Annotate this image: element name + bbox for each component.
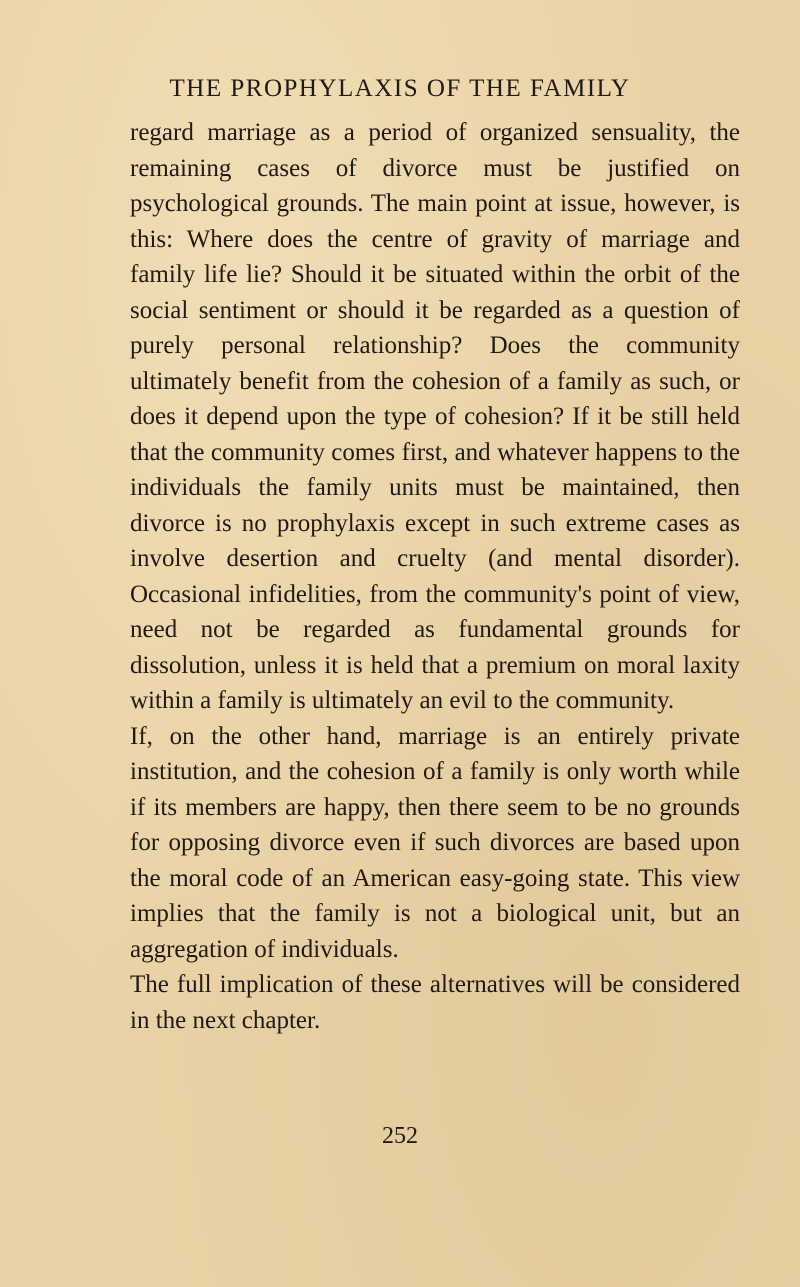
paragraph: If, on the other hand, marriage is an entirely private institution, and the cohesion of a family is only worth while if its members are happy, then there seem to be no grounds for opposing divorce even if such divorces are based upon the moral code of an American easy-going state. This view implies that the family is not a biological unit, but an aggregation of individuals. xyxy=(130,722,740,963)
body-text xyxy=(130,115,740,1038)
paragraph: The full implication of these alternatives will be considered in the next chapter. xyxy=(130,971,740,1034)
page-number: 252 xyxy=(382,1123,418,1149)
paragraph: regard marriage as a period of organized sensuality, the remaining cases of divorce must be justified on psychological grounds. The main point at issue, however, is this: Where does the centre of gravity of marriage and family life lie? Should it be situated within the orbit of the social sentiment or should it be regarded as a question of purely personal relationship? Does the community ultimately benefit from the cohesion of a family as such, or does it depend upon the type of cohesion? If it be still held that the community comes first, and whatever happens to the individuals the family units must be maintained, then divorce is no prophylaxis except in such extreme cases as involve desertion and cruelty (and mental disorder). Occasional infidelities, from the community's point of view, need not be regarded as fundamental grounds for dissolution, unless it is held that a premium on moral laxity within a family is ultimately an evil to the community. xyxy=(130,119,740,714)
running-head: THE PROPHYLAXIS OF THE FAMILY xyxy=(169,75,631,102)
